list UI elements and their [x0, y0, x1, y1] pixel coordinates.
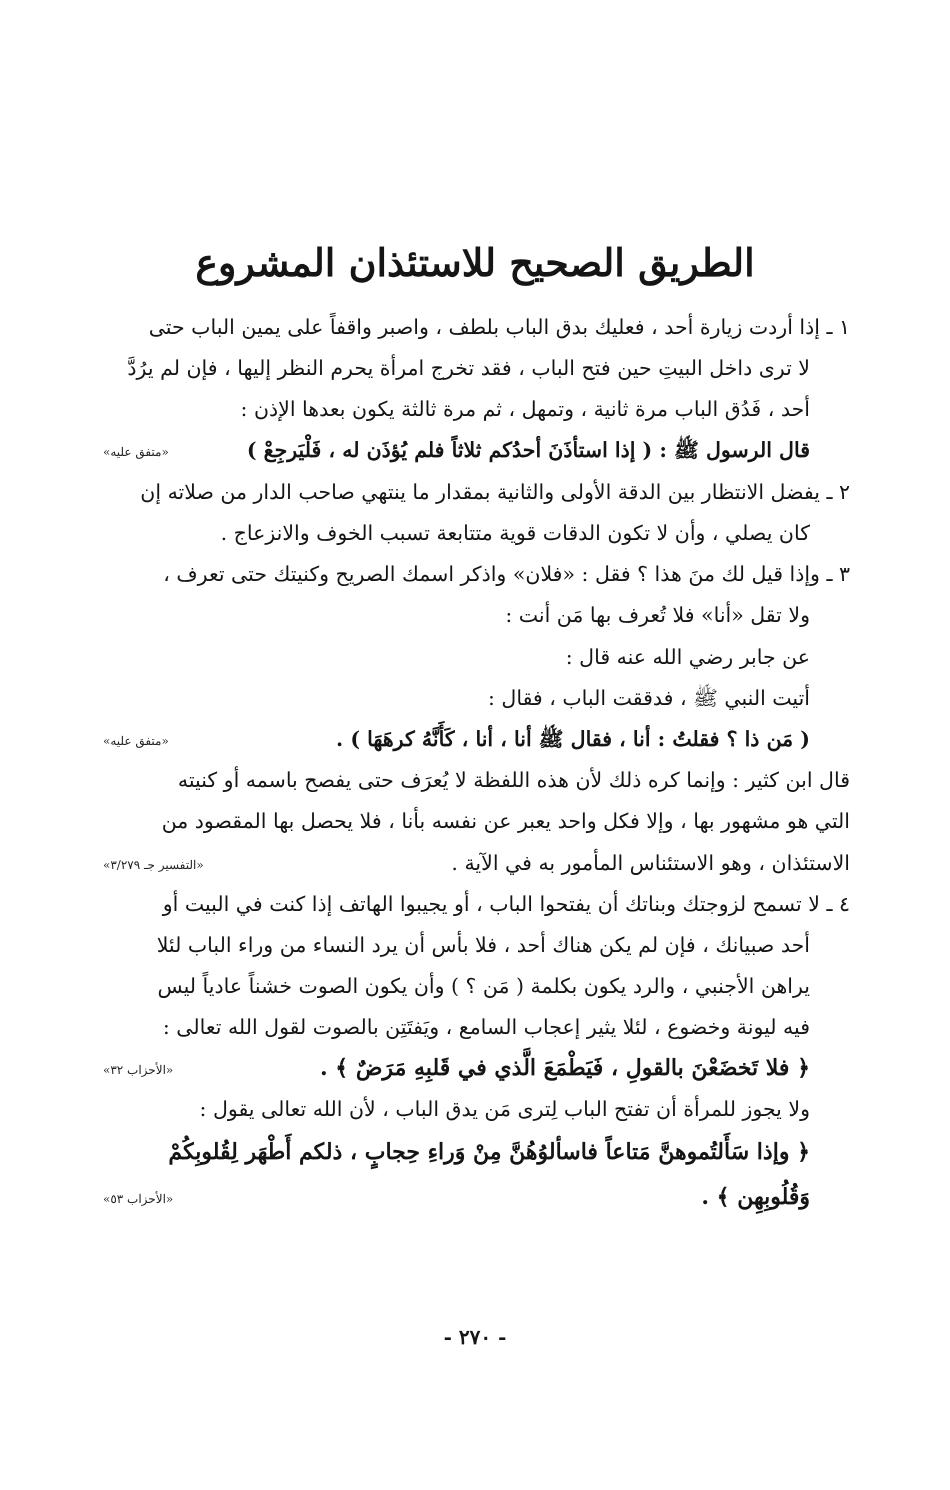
text-line-15: ٤ ـ لا تسمح لزوجتك وبناتك أن يفتحوا الباب ، أو يجيبوا الهاتف إذا كنت في البيت أو [162, 892, 850, 916]
reference-muttafaq-2: «متفق عليه» [103, 734, 169, 748]
text-line-20: ولا يجوز للمرأة أن تفتح الباب لِترى مَن يدق الباب ، لأن الله تعالى يقول : [199, 1097, 810, 1121]
text-line-9: عن جابر رضي الله عنه قال : [565, 645, 810, 669]
page-number: - ٢٧٠ - [443, 1325, 507, 1349]
text-line-18: فيه ليونة وخضوع ، لئلا يثير إعجاب السامع ، ويَفتَتِن بالصوت لقول الله تعالى : [162, 1015, 810, 1039]
page-title: الطريق الصحيح للاستئذان المشروع [195, 240, 755, 285]
hadith-quote-1: قال الرسول ﷺ : ( إذا استأذَنَ أحدُكم ثلاثاً فلم يُؤذَن له ، فَلْيَرجِعْ ) [246, 438, 810, 462]
text-line-13: التي هو مشهور بها ، وإلا فكل واحد يعبر عن نفسه بأنا ، فلا يحصل بها المقصود من [161, 809, 850, 833]
reference-ahzab-53: «الأحزاب ٥٣» [103, 1192, 174, 1206]
text-line-16: أحد صبيانك ، فإن لم يكن هناك أحد ، فلا بأس أن يرد النساء من وراء الباب لئلا [156, 933, 810, 957]
text-line-17: يراهن الأجنبي ، والرد يكون بكلمة ( مَن ؟ ) وأن يكون الصوت خشناً عادياً ليس [157, 974, 810, 998]
hadith-quote-2: ( مَن ذا ؟ فقلتُ : أنا ، فقال ﷺ أنا ، أنا ، كَأَنَّهُ كرهَهَا ) . [336, 727, 810, 751]
reference-ahzab-32: «الأحزاب ٣٢» [103, 1063, 174, 1077]
text-line-3: أحد ، فَدُق الباب مرة ثانية ، وتمهل ، ثم مرة ثالثة يكون بعدها الإذن : [240, 397, 810, 421]
text-line-10: أتيت النبي ﷺ ، فدققت الباب ، فقال : [488, 686, 810, 710]
reference-tafsir: «التفسير جـ ٣/٢٧٩» [103, 858, 204, 872]
text-line-12: قال ابن كثير : وإنما كره ذلك لأن هذه اللفظة لا يُعرَف حتى يفصح باسمه أو كنيته [177, 768, 850, 792]
text-line-1: ١ ـ إذا أردت زيارة أحد ، فعليك بدق الباب بلطف ، واصبر واقفاً على يمين الباب حتى [148, 315, 850, 339]
quran-verse-2-end: وَقُلُوبِهِن ﴾ . [701, 1184, 810, 1210]
text-line-7: ٣ ـ وإذا قيل لك منَ هذا ؟ فقل : «فلان» واذكر اسمك الصريح وكنيتك حتى تعرف ، [163, 562, 850, 586]
quran-verse-2: ﴿ وإذا سَأَلتُموهنَّ مَتاعاً فاسألوُهُنَّ مِنْ وَراءِ حِجابٍ ، ذلكم أَطْهَر لِقُلوبِكُمْ [168, 1139, 810, 1165]
text-line-14: الاستئذان ، وهو الاستئناس المأمور به في الآية . [451, 851, 850, 875]
text-line-5: ٢ ـ يفضل الانتظار بين الدقة الأولى والثانية بمقدار ما ينتهي صاحب الدار من صلاته إن [140, 480, 850, 504]
text-line-8: ولا تقل «أنا» فلا تُعرف بها مَن أنت : [505, 603, 810, 627]
reference-muttafaq-1: «متفق عليه» [103, 445, 169, 459]
quran-verse-1: ﴿ فلا تَخضَعْنَ بالقولِ ، فَيَطْمَعَ الَّذي في قَلبِهِ مَرَضٌ ﴾ . [319, 1055, 810, 1081]
text-line-6: كان يصلي ، وأن لا تكون الدقات قوية متتابعة تسبب الخوف والانزعاج . [220, 521, 810, 545]
text-line-2: لا ترى داخل البيتِ حين فتح الباب ، فقد تخرج امرأة يحرم النظر إليها ، فإن لم يرُدَّ [127, 356, 810, 380]
